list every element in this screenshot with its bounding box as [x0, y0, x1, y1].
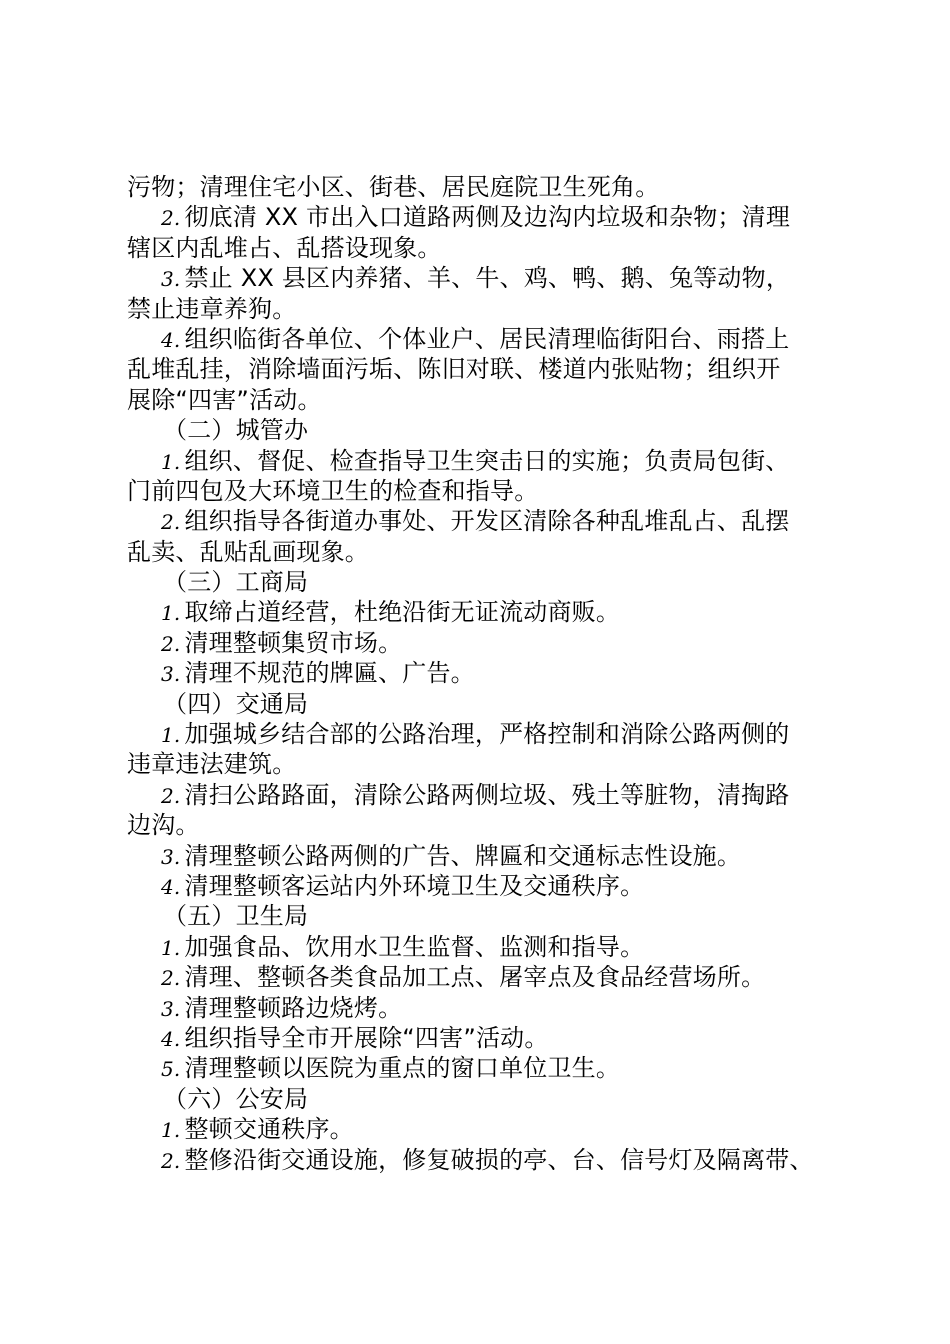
text-line-continuation — [127, 810, 823, 840]
item-number: 4. — [161, 1026, 181, 1051]
section-heading-gonganju — [127, 1084, 823, 1114]
list-item — [127, 446, 823, 476]
text-line-continuation — [127, 354, 823, 384]
line-text: 清理整顿集贸市场。 — [184, 628, 403, 657]
item-number: 3. — [161, 267, 181, 292]
list-item — [127, 1053, 823, 1083]
list-item — [127, 263, 823, 293]
line-text: 组织指导全市开展除“四害”活动。 — [184, 1023, 549, 1052]
section-heading-gongshangju — [127, 567, 823, 597]
item-number: 3. — [161, 996, 181, 1021]
list-item — [127, 1023, 823, 1053]
line-text: 禁止违章养狗。 — [127, 294, 297, 323]
list-item — [127, 841, 823, 871]
list-item — [127, 1145, 823, 1175]
line-text: 展除“四害”活动。 — [127, 385, 322, 414]
item-number: 4. — [161, 327, 181, 352]
item-number: 4. — [161, 874, 181, 899]
line-text: 整修沿街交通设施，修复破损的亭、台、信号灯及隔离带、 — [184, 1145, 814, 1174]
line-text: 组织、督促、检查指导卫生突击日的实施；负责局包街、 — [184, 446, 790, 475]
line-text: 乱堆乱挂，消除墙面污垢、陈旧对联、楼道内张贴物；组织开 — [127, 355, 781, 384]
line-text: 清理不规范的牌匾、广告。 — [184, 659, 475, 688]
item-number: 1. — [161, 601, 181, 626]
section-heading-text: （二）城管办 — [163, 416, 309, 445]
list-item — [127, 202, 823, 232]
document-body — [127, 172, 823, 1175]
text-line-continuation — [127, 476, 823, 506]
text-line-continuation — [127, 385, 823, 415]
line-text: 禁止 XX 县区内养猪、羊、牛、鸡、鸭、鹅、兔等动物， — [184, 264, 791, 293]
line-text: 组织指导各街道办事处、开发区清除各种乱堆乱占、乱摆 — [184, 507, 790, 536]
line-text: 加强食品、饮用水卫生监督、监测和指导。 — [184, 932, 645, 961]
section-heading-text: （五）卫生局 — [163, 902, 309, 931]
line-text: 清理、整顿各类食品加工点、屠宰点及食品经营场所。 — [184, 963, 766, 992]
item-number: 3. — [161, 662, 181, 687]
line-text: 乱卖、乱贴乱画现象。 — [127, 537, 369, 566]
text-line-continuation — [127, 294, 823, 324]
line-text: 组织临街各单位、个体业户、居民清理临街阳台、雨搭上 — [184, 324, 790, 353]
list-item — [127, 962, 823, 992]
list-item — [127, 780, 823, 810]
list-item — [127, 658, 823, 688]
item-number: 5. — [161, 1057, 181, 1082]
line-text: 清理整顿以医院为重点的窗口单位卫生。 — [184, 1054, 621, 1083]
list-item — [127, 324, 823, 354]
line-text: 清扫公路路面，清除公路两侧垃圾、残土等脏物，清掏路 — [184, 780, 790, 809]
list-item — [127, 932, 823, 962]
line-text: 彻底清 XX 市出入口道路两侧及边沟内垃圾和杂物；清理 — [184, 203, 791, 232]
text-line-continuation — [127, 233, 823, 263]
list-item — [127, 719, 823, 749]
section-heading-text: （四）交通局 — [163, 689, 309, 718]
item-number: 2. — [161, 631, 181, 656]
item-number: 2. — [161, 966, 181, 991]
text-line-continuation — [127, 537, 823, 567]
item-number: 2. — [161, 510, 181, 535]
text-line-continuation — [127, 172, 823, 202]
line-text: 整顿交通秩序。 — [184, 1115, 354, 1144]
line-text: 清理整顿路边烧烤。 — [184, 993, 403, 1022]
list-item — [127, 597, 823, 627]
item-number: 3. — [161, 844, 181, 869]
line-text: 辖区内乱堆占、乱搭设现象。 — [127, 233, 442, 262]
list-item — [127, 993, 823, 1023]
line-text: 取缔占道经营，杜绝沿街无证流动商贩。 — [184, 598, 621, 627]
line-text: 污物；清理住宅小区、街巷、居民庭院卫生死角。 — [127, 173, 660, 201]
line-text: 清理整顿客运站内外环境卫生及交通秩序。 — [184, 871, 645, 900]
line-text: 边沟。 — [127, 811, 200, 840]
section-heading-jiaotongju — [127, 689, 823, 719]
section-heading-weishengju — [127, 901, 823, 931]
item-number: 2. — [161, 783, 181, 808]
item-number: 2. — [161, 1148, 181, 1173]
section-heading-chengguanban — [127, 415, 823, 445]
list-item — [127, 506, 823, 536]
line-text: 清理整顿公路两侧的广告、牌匾和交通标志性设施。 — [184, 841, 742, 870]
line-text: 加强城乡结合部的公路治理，严格控制和消除公路两侧的 — [184, 720, 790, 749]
item-number: 1. — [161, 723, 181, 748]
list-item — [127, 871, 823, 901]
list-item — [127, 1114, 823, 1144]
item-number: 2. — [161, 206, 181, 231]
line-text: 门前四包及大环境卫生的检查和指导。 — [127, 476, 539, 505]
line-text: 违章违法建筑。 — [127, 750, 297, 779]
item-number: 1. — [161, 1118, 181, 1143]
item-number: 1. — [161, 935, 181, 960]
section-heading-text: （三）工商局 — [163, 568, 309, 597]
list-item — [127, 628, 823, 658]
text-line-continuation — [127, 749, 823, 779]
section-heading-text: （六）公安局 — [163, 1084, 309, 1113]
item-number: 1. — [161, 449, 181, 474]
